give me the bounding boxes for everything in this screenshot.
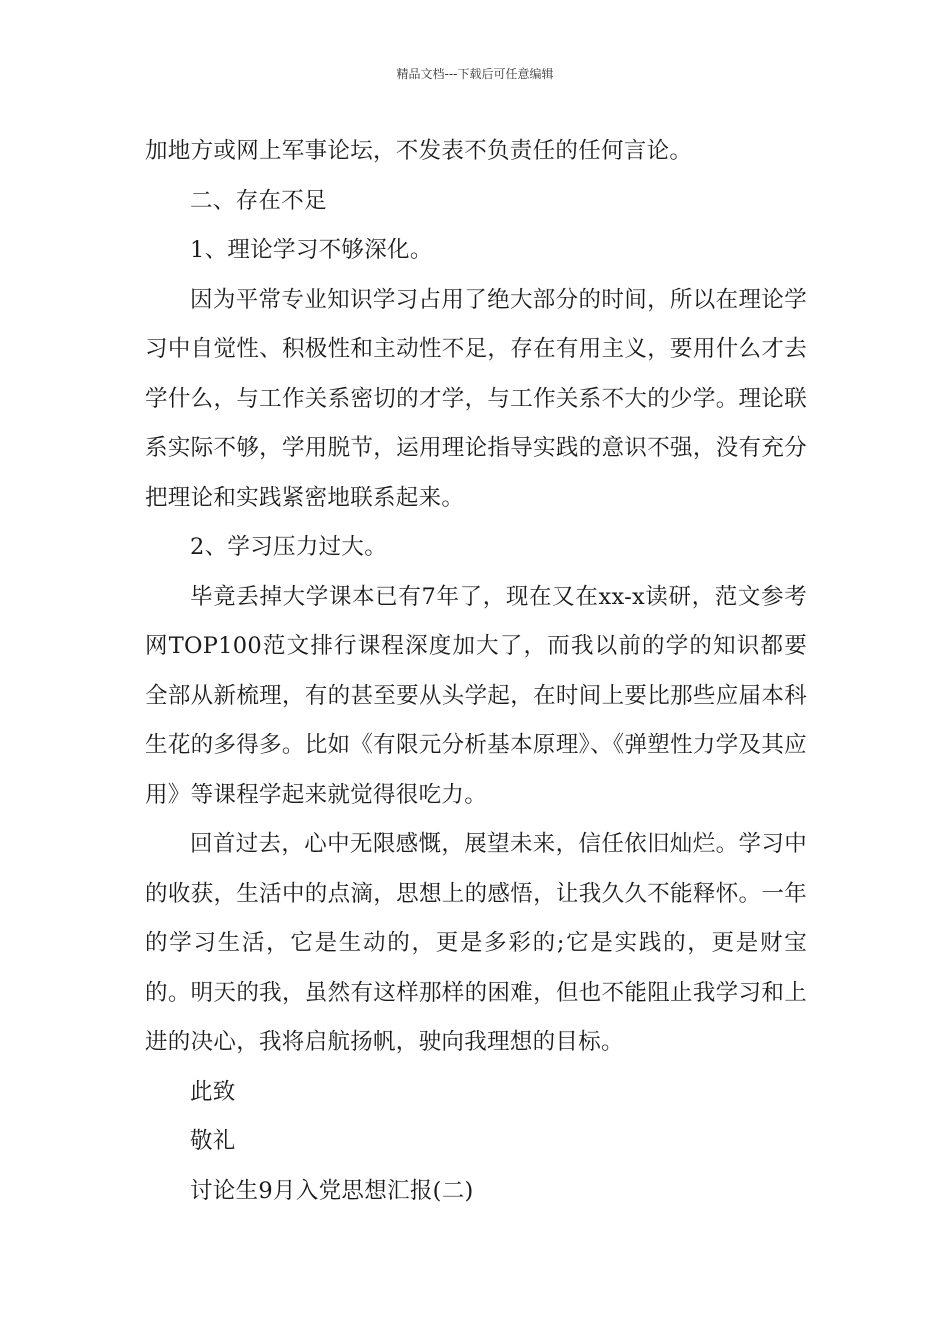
page-header: 精品文档---下载后可任意编辑	[396, 67, 554, 81]
document-body	[145, 127, 807, 1216]
subheading-study-pressure: 2、学习压力过大。	[190, 534, 388, 560]
paragraph-continuation: 加地方或网上军事论坛，不发表不负责任的任何言论。	[145, 138, 693, 164]
section-heading-shortcomings: 二、存在不足	[190, 187, 327, 214]
subheading-theory-study: 1、理论学习不够深化。	[190, 237, 433, 263]
next-report-title: 讨论生9月入党思想汇报(二)	[190, 1177, 474, 1204]
paragraph-theory-study: 因为平常专业知识学习占用了绝大部分的时间，所以在理论学习中自觉性、积极性和主动性不足，存在有用主义，要用什么才去学什么，与工作关系密切的才学，与工作关系不大的少学。理论联系实际不够，学用脱节，运用理论指导实践的意识不强，没有充分把理论和实践紧密地联系起来。	[145, 286, 807, 511]
closing-regards: 敬礼	[190, 1128, 236, 1154]
paragraph-reflection: 回首过去，心中无限感慨，展望未来，信任依旧灿烂。学习中的收获，生活中的点滴，思想上的感悟，让我久久不能释怀。一年的学习生活，它是生动的，更是多彩的;它是实践的，更是财宝的。明天的我，虽然有这样那样的困难，但也不能阻止我学习和上进的决心，我将启航扬帆，驶向我理想的目标。	[145, 831, 807, 1055]
paragraph-study-pressure: 毕竟丢掉大学课本已有7年了，现在又在xx-x读研，范文参考网TOP100范文排行课程深度加大了，而我以前的学的知识都要全部从新梳理，有的甚至要从头学起，在时间上要比那些应届本科生花的多得多。比如《有限元分析基本原理》、《弹塑性力学及其应用》等课程学起来就觉得很吃力。	[145, 583, 807, 808]
closing-salutation: 此致	[190, 1078, 236, 1105]
